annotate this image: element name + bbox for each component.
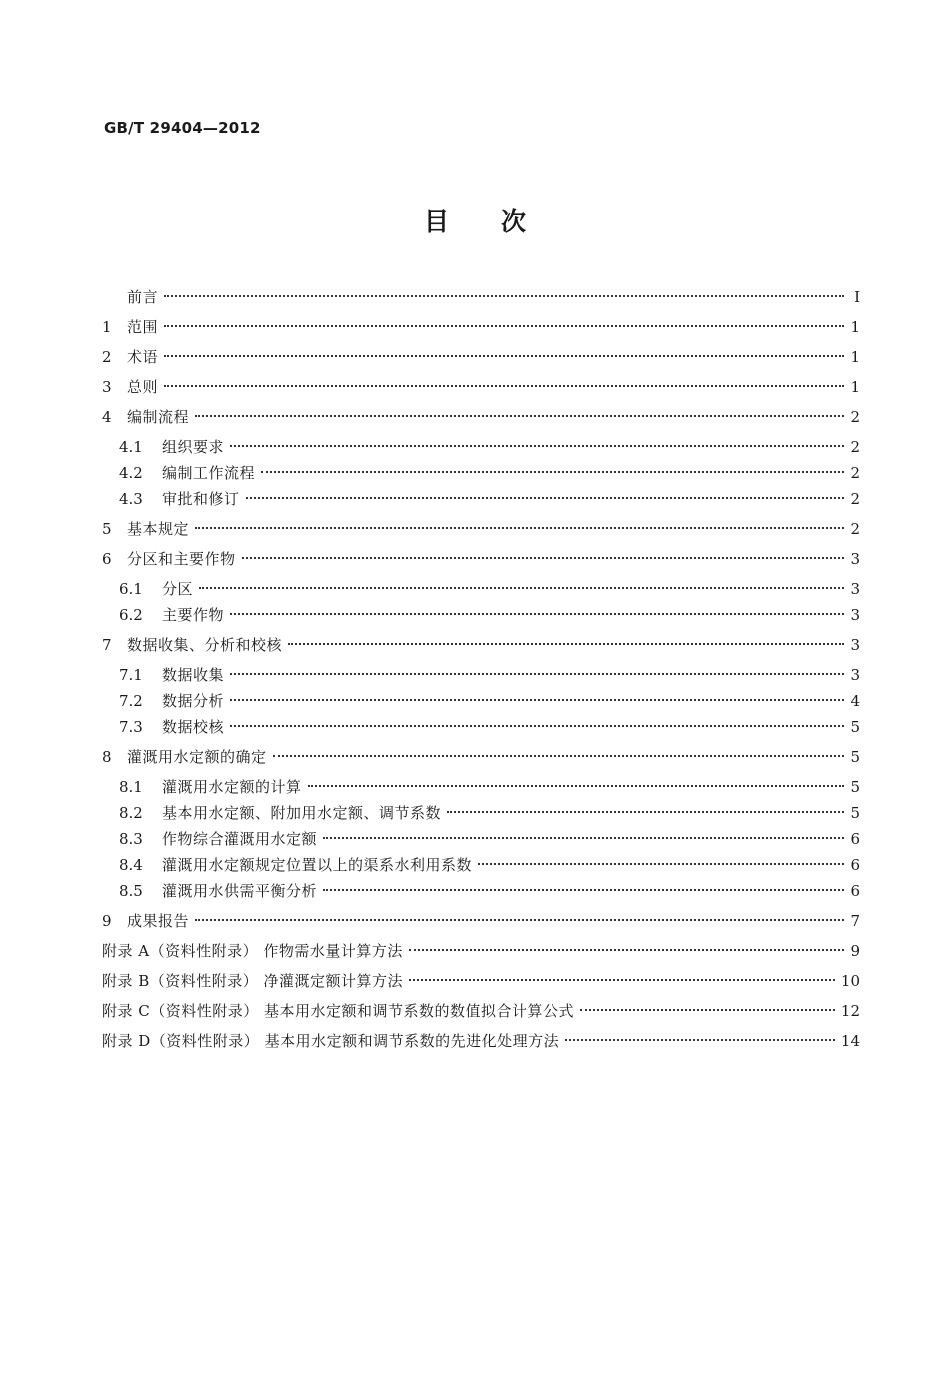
toc-entry-number: 8.1 bbox=[119, 778, 143, 796]
dot-leader bbox=[288, 643, 844, 645]
toc-entry[interactable] bbox=[102, 1028, 860, 1054]
dot-leader bbox=[308, 785, 844, 787]
toc-entry-title: 附录 B（资料性附录） 净灌溉定额计算方法 bbox=[102, 972, 404, 990]
toc-entry-page: 14 bbox=[840, 1032, 860, 1050]
toc-entry[interactable] bbox=[102, 714, 860, 740]
toc-entry[interactable] bbox=[102, 908, 860, 934]
toc-entry-title: 附录 A（资料性附录） 作物需水量计算方法 bbox=[102, 942, 403, 960]
toc-entry[interactable] bbox=[102, 800, 860, 826]
dot-leader bbox=[195, 527, 844, 529]
toc-entry-page: 10 bbox=[840, 972, 860, 990]
toc-entry-title: 灌溉用水定额的确定 bbox=[127, 748, 267, 766]
toc-entry[interactable] bbox=[102, 314, 860, 340]
toc-entry[interactable] bbox=[102, 602, 860, 628]
toc-entry[interactable] bbox=[102, 516, 860, 542]
table-of-contents bbox=[102, 284, 860, 1054]
toc-entry-page: 2 bbox=[850, 490, 860, 508]
toc-entry-page: 2 bbox=[850, 464, 860, 482]
dot-leader bbox=[230, 725, 844, 727]
toc-entry-page: 3 bbox=[850, 606, 860, 624]
toc-entry[interactable] bbox=[102, 486, 860, 512]
dot-leader bbox=[199, 587, 844, 589]
toc-entry-title: 数据收集、分析和校核 bbox=[127, 636, 283, 654]
dot-leader bbox=[246, 497, 844, 499]
toc-entry-number: 5 bbox=[102, 520, 112, 538]
toc-entry-page: 6 bbox=[850, 882, 860, 900]
dot-leader bbox=[261, 471, 844, 473]
toc-entry-title: 编制工作流程 bbox=[162, 464, 256, 482]
toc-entry[interactable] bbox=[102, 688, 860, 714]
toc-entry-title: 组织要求 bbox=[162, 438, 225, 456]
dot-leader bbox=[580, 1009, 835, 1011]
toc-entry-number: 6.2 bbox=[119, 606, 143, 624]
toc-entry-number: 8.5 bbox=[119, 882, 143, 900]
toc-entry-number: 8 bbox=[102, 748, 112, 766]
toc-entry[interactable] bbox=[102, 460, 860, 486]
toc-entry-page: Ⅰ bbox=[854, 288, 860, 306]
toc-entry-number: 4 bbox=[102, 408, 112, 426]
toc-entry-title: 数据分析 bbox=[162, 692, 225, 710]
toc-entry-number: 8.4 bbox=[119, 856, 143, 874]
toc-entry[interactable] bbox=[102, 774, 860, 800]
toc-entry-title: 灌溉用水定额的计算 bbox=[162, 778, 302, 796]
dot-leader bbox=[230, 445, 844, 447]
toc-entry[interactable] bbox=[102, 852, 860, 878]
toc-entry-number: 2 bbox=[102, 348, 112, 366]
dot-leader bbox=[230, 613, 844, 615]
toc-entry-page: 1 bbox=[850, 378, 860, 396]
toc-entry-title: 基本规定 bbox=[127, 520, 190, 538]
dot-leader bbox=[164, 385, 844, 387]
toc-entry[interactable] bbox=[102, 284, 860, 310]
toc-entry-page: 7 bbox=[850, 912, 860, 930]
toc-entry-title: 数据校核 bbox=[162, 718, 225, 736]
toc-entry[interactable] bbox=[102, 404, 860, 430]
toc-entry-page: 6 bbox=[850, 856, 860, 874]
dot-leader bbox=[164, 355, 844, 357]
toc-entry[interactable] bbox=[102, 826, 860, 852]
toc-entry-number: 9 bbox=[102, 912, 112, 930]
toc-entry-number: 7.3 bbox=[119, 718, 143, 736]
toc-entry-number: 4.1 bbox=[119, 438, 143, 456]
toc-entry-number: 1 bbox=[102, 318, 112, 336]
toc-entry[interactable] bbox=[102, 878, 860, 904]
toc-entry[interactable] bbox=[102, 662, 860, 688]
toc-entry[interactable] bbox=[102, 938, 860, 964]
toc-entry-title: 编制流程 bbox=[127, 408, 190, 426]
toc-entry-title: 作物综合灌溉用水定额 bbox=[162, 830, 318, 848]
dot-leader bbox=[409, 949, 844, 951]
toc-title: 目次 bbox=[423, 207, 578, 236]
toc-entry-title: 灌溉用水供需平衡分析 bbox=[162, 882, 318, 900]
toc-entry-page: 2 bbox=[850, 408, 860, 426]
toc-entry-title: 灌溉用水定额规定位置以上的渠系水利用系数 bbox=[162, 856, 473, 874]
toc-entry-page: 5 bbox=[850, 748, 860, 766]
toc-entry-number: 7.2 bbox=[119, 692, 143, 710]
toc-entry-page: 3 bbox=[850, 636, 860, 654]
toc-entry-title: 前言 bbox=[127, 288, 159, 306]
dot-leader bbox=[242, 557, 844, 559]
toc-entry[interactable] bbox=[102, 546, 860, 572]
dot-leader bbox=[195, 919, 844, 921]
toc-entry-title: 总则 bbox=[127, 378, 159, 396]
toc-entry-number: 6 bbox=[102, 550, 112, 568]
toc-entry-page: 5 bbox=[850, 718, 860, 736]
dot-leader bbox=[409, 979, 835, 981]
toc-entry-title: 基本用水定额、附加用水定额、调节系数 bbox=[162, 804, 442, 822]
toc-entry[interactable] bbox=[102, 632, 860, 658]
toc-entry-page: 1 bbox=[850, 318, 860, 336]
toc-entry-number: 8.3 bbox=[119, 830, 143, 848]
toc-entry-title: 审批和修订 bbox=[162, 490, 240, 508]
dot-leader bbox=[478, 863, 844, 865]
toc-entry-title: 附录 C（资料性附录） 基本用水定额和调节系数的数值拟合计算公式 bbox=[102, 1002, 575, 1020]
toc-entry-number: 4.3 bbox=[119, 490, 143, 508]
toc-entry-page: 6 bbox=[850, 830, 860, 848]
dot-leader bbox=[230, 699, 844, 701]
toc-entry-page: 2 bbox=[850, 438, 860, 456]
toc-entry-page: 2 bbox=[850, 520, 860, 538]
toc-entry-page: 4 bbox=[850, 692, 860, 710]
standard-code: GB/T 29404—2012 bbox=[104, 119, 261, 137]
toc-entry-page: 1 bbox=[850, 348, 860, 366]
toc-entry[interactable] bbox=[102, 744, 860, 770]
dot-leader bbox=[323, 889, 844, 891]
toc-entry-title: 分区 bbox=[162, 580, 194, 598]
toc-entry-page: 9 bbox=[850, 942, 860, 960]
toc-entry-page: 5 bbox=[850, 804, 860, 822]
dot-leader bbox=[164, 295, 844, 297]
toc-entry[interactable] bbox=[102, 434, 860, 460]
toc-entry-title: 数据收集 bbox=[162, 666, 225, 684]
dot-leader bbox=[565, 1039, 835, 1041]
toc-entry[interactable] bbox=[102, 374, 860, 400]
dot-leader bbox=[273, 755, 844, 757]
toc-entry[interactable] bbox=[102, 968, 860, 994]
dot-leader bbox=[323, 837, 844, 839]
toc-entry-number: 8.2 bbox=[119, 804, 143, 822]
toc-entry-page: 5 bbox=[850, 778, 860, 796]
toc-entry-title: 分区和主要作物 bbox=[127, 550, 236, 568]
toc-entry-title: 主要作物 bbox=[162, 606, 225, 624]
dot-leader bbox=[195, 415, 844, 417]
toc-entry-number: 3 bbox=[102, 378, 112, 396]
toc-entry-title: 成果报告 bbox=[127, 912, 190, 930]
toc-entry-number: 4.2 bbox=[119, 464, 143, 482]
toc-entry-title: 术语 bbox=[127, 348, 159, 366]
toc-entry[interactable] bbox=[102, 576, 860, 602]
toc-entry-page: 3 bbox=[850, 666, 860, 684]
toc-entry-number: 6.1 bbox=[119, 580, 143, 598]
dot-leader bbox=[447, 811, 844, 813]
toc-entry-page: 3 bbox=[850, 580, 860, 598]
toc-entry-number: 7 bbox=[102, 636, 112, 654]
toc-entry-title: 附录 D（资料性附录） 基本用水定额和调节系数的先进化处理方法 bbox=[102, 1032, 560, 1050]
toc-entry-page: 12 bbox=[840, 1002, 860, 1020]
toc-entry-title: 范围 bbox=[127, 318, 159, 336]
dot-leader bbox=[230, 673, 844, 675]
toc-entry-page: 3 bbox=[850, 550, 860, 568]
toc-entry-number: 7.1 bbox=[119, 666, 143, 684]
toc-entry[interactable] bbox=[102, 998, 860, 1024]
dot-leader bbox=[164, 325, 844, 327]
toc-entry[interactable] bbox=[102, 344, 860, 370]
